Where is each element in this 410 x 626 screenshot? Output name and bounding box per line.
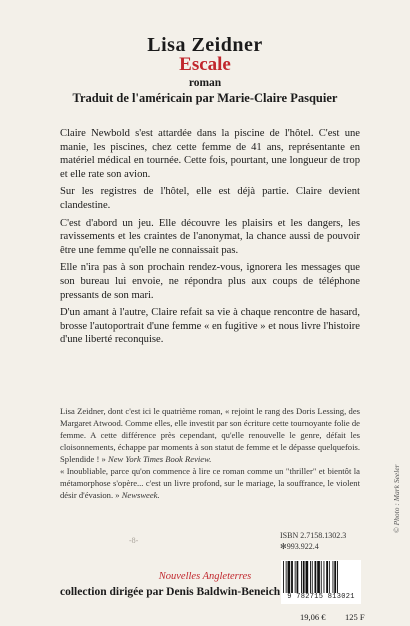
barcode-bar xyxy=(295,561,296,593)
barcode-bar xyxy=(303,561,305,593)
barcode-bar xyxy=(315,561,317,593)
barcode-bar xyxy=(283,561,284,593)
barcode-bar xyxy=(324,561,325,593)
barcode-bar xyxy=(297,561,299,593)
barcode-bar xyxy=(326,561,328,593)
review-paragraph xyxy=(60,465,360,501)
synopsis xyxy=(60,127,360,351)
synopsis-paragraph: Elle n'ira pas à son prochain rendez-vous, ignorera les messages que son bureau lui envoie, ne répondra plus aux coups de téléphone pressants de son mari. xyxy=(60,262,360,301)
barcode-bar xyxy=(312,561,313,593)
collection-name: Nouvelles Angleterres xyxy=(158,571,252,582)
barcode-bar xyxy=(301,561,302,593)
author-name: Lisa Zeidner xyxy=(147,34,263,56)
product-code: ✻993.922.4 xyxy=(280,542,319,551)
review-source: New York Times Book Review. xyxy=(107,454,212,464)
barcode-bar xyxy=(329,561,330,593)
press-reviews xyxy=(60,405,360,501)
review-text: Lisa Zeidner, dont c'est ici le quatrième roman, « rejoint le rang des Doris Lessing, des Margaret Atwood. Comme elles, elle investit par son écriture cette tournoyante folie de femme. A cette différence près cependant, qu'elle renouvelle le genre, défait les cloisonnements, échappe par moments à son statut de femme et le dépasse quelquefois. Splendide ! » xyxy=(60,406,360,464)
translator-line: Traduit de l'américain par Marie-Claire Pasquier xyxy=(72,91,338,105)
barcode-bars xyxy=(281,560,361,594)
synopsis-paragraph: Sur les registres de l'hôtel, elle est déjà partie. Claire devient clandestine. xyxy=(60,186,360,211)
isbn-block xyxy=(280,530,346,552)
barcode-bar xyxy=(317,561,320,593)
synopsis-paragraph: Claire Newbold s'est attardée dans la piscine de l'hôtel. C'est une manie, les piscines, chez cette femme de 41 ans, représentante en matériel médical en tournée. Cette fois, pourtant, une longueur de trop et elle rate son avion. xyxy=(60,128,360,180)
genre-label: roman xyxy=(188,77,222,89)
photo-credit: © Photo : Mark Seeler xyxy=(392,464,401,533)
price-euro: 19,06 € xyxy=(300,612,326,622)
barcode-bar xyxy=(286,561,287,593)
barcode-bar xyxy=(288,561,291,593)
review-source: Newsweek. xyxy=(121,490,160,500)
barcode-number: 9 782715 813021 xyxy=(281,593,361,601)
review-paragraph xyxy=(60,405,360,465)
review-text: « Inoubliable, parce qu'on commence à lire ce roman comme un "thriller" et bientôt la métamorphose s'opère... c'est un livre profond, sur le mariage, la souffrance, le violent désir d'évasion. » xyxy=(60,466,360,500)
collection-director: collection dirigée par Denis Baldwin-Beneich xyxy=(60,586,281,598)
page-mark: -8- xyxy=(129,536,139,545)
barcode-bar xyxy=(306,561,309,593)
barcode-bar xyxy=(334,561,336,593)
price-franc: 125 F xyxy=(345,612,365,622)
barcode-bar xyxy=(310,561,311,593)
barcode-bar xyxy=(321,561,322,593)
synopsis-paragraph: D'un amant à l'autre, Claire refait sa vie à chaque rencontre de hasard, brosse l'autoportrait d'une femme « en fugitive » et nous livre l'histoire d'une liberté reconquise. xyxy=(60,307,360,346)
isbn-number: ISBN 2.7158.1302.3 xyxy=(280,531,347,540)
barcode-bar xyxy=(291,561,293,593)
synopsis-paragraph: C'est d'abord un jeu. Elle découvre les plaisirs et les dangers, les ravissements et les craintes de l'anonymat, la chance aussi de pouvoir être une femme qu'elle ne connaissait pas. xyxy=(60,217,360,256)
book-title: Escale xyxy=(179,54,231,75)
barcode-bar xyxy=(333,561,334,593)
barcode-bar xyxy=(337,561,338,593)
